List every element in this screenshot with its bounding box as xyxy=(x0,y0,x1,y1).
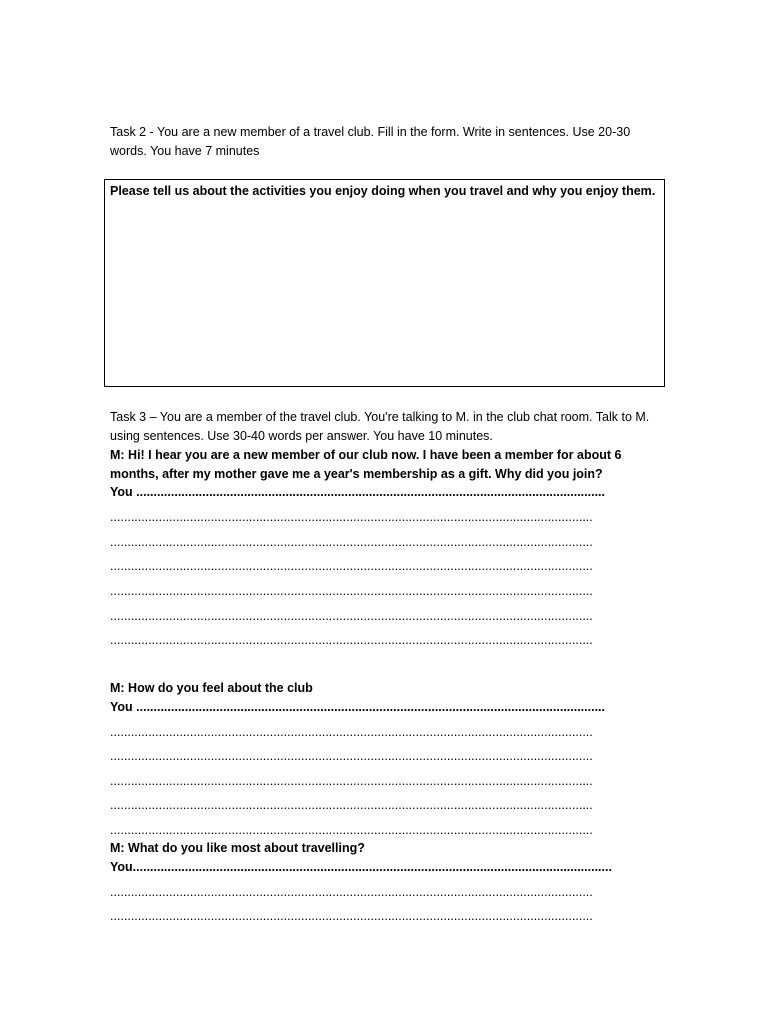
m-question-3 xyxy=(110,840,365,856)
answer-2-line[interactable]: ........................................................................................................................................... xyxy=(110,823,593,837)
answer-3-line[interactable]: ........................................................................................................................................... xyxy=(110,909,593,923)
answer-2-you-line[interactable]: You ....................................................................................................................................... xyxy=(110,700,605,714)
m-question-1 xyxy=(110,448,621,481)
question-3-text: What do you like most about travelling? xyxy=(124,841,365,855)
answer-3-line[interactable]: ........................................................................................................................................... xyxy=(110,885,593,899)
speaker-m: M: xyxy=(110,448,125,462)
m-question-2 xyxy=(110,680,313,696)
answer-2-line[interactable]: ........................................................................................................................................... xyxy=(110,749,593,763)
question-1-text: Hi! I hear you are a new member of our club now. I have been a member for about 6 months, after my mother gave me a year's membership as a gift. Why did you join? xyxy=(110,448,622,481)
answer-1-line[interactable]: ........................................................................................................................................... xyxy=(110,584,593,598)
task3-instructions xyxy=(110,408,670,484)
speaker-m: M: xyxy=(110,681,125,695)
question-2-text: How do you feel about the club xyxy=(124,681,313,695)
answer-1-line[interactable]: ........................................................................................................................................... xyxy=(110,609,593,623)
answer-1-line[interactable]: ........................................................................................................................................... xyxy=(110,633,593,647)
answer-1-line[interactable]: ........................................................................................................................................... xyxy=(110,510,593,524)
answer-1-line[interactable]: ........................................................................................................................................... xyxy=(110,559,593,573)
activities-form-box[interactable] xyxy=(104,179,665,387)
answer-1-line[interactable]: ........................................................................................................................................... xyxy=(110,535,593,549)
answer-2-line[interactable]: ........................................................................................................................................... xyxy=(110,798,593,812)
form-prompt: Please tell us about the activities you enjoy doing when you travel and why you enjoy them. xyxy=(110,184,656,198)
task3-instructions-text: Task 3 – You are a member of the travel club. You're talking to M. in the club chat room. Talk to M. using sentences. Use 30-40 words per answer. You have 10 minutes. xyxy=(110,410,650,443)
answer-2-line[interactable]: ........................................................................................................................................... xyxy=(110,725,593,739)
answer-3-you-line[interactable]: You.......................................................................................................................................... xyxy=(110,860,612,874)
answer-1-you-line[interactable]: You ....................................................................................................................................... xyxy=(110,485,605,499)
speaker-m: M: xyxy=(110,841,125,855)
task2-instructions: Task 2 - You are a new member of a travel club. Fill in the form. Write in sentences. Use 20-30 words. You have 7 minutes xyxy=(110,125,631,158)
answer-2-line[interactable]: ........................................................................................................................................... xyxy=(110,774,593,788)
